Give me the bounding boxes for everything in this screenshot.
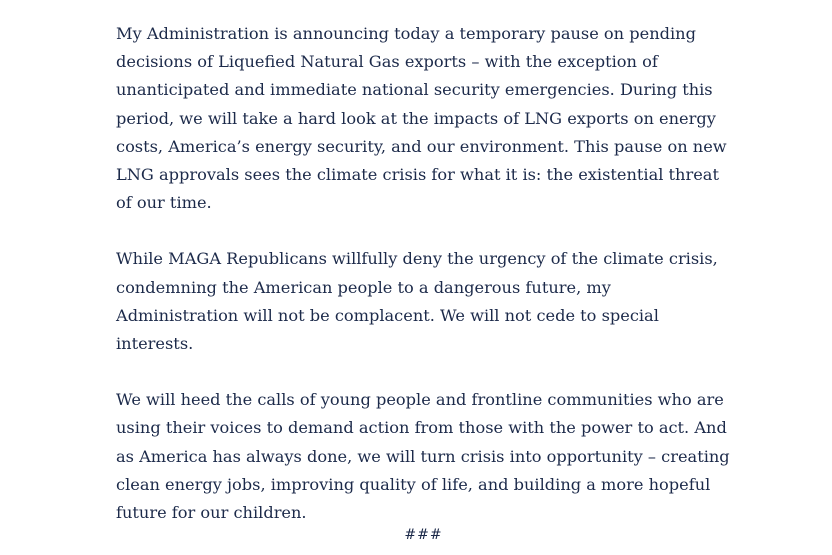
end-of-release-mark: ###: [404, 527, 443, 543]
statement-body: [116, 20, 731, 555]
paragraph-lng-pause: My Administration is announcing today a temporary pause on pending decisions of Liquefied Natural Gas exports – with the exception of unanticipated and immediate national security emergencies. During this period, we will take a hard look at the impacts of LNG exports on energy costs, America’s energy security, and our environment. This pause on new LNG approvals sees the climate crisis for what it is: the existential threat of our time.: [116, 24, 727, 213]
paragraph-young-people: We will heed the calls of young people and frontline communities who are using their voices to demand action from those with the power to act. And as America has always done, we will turn crisis into opportunity – creating clean energy jobs, improving quality of life, and building a more hopeful future for our children.: [116, 390, 730, 523]
paragraph-maga-republicans: While MAGA Republicans willfully deny the urgency of the climate crisis, condemning the American people to a dangerous future, my Administration will not be complacent. We will not cede to special interests.: [116, 249, 718, 354]
